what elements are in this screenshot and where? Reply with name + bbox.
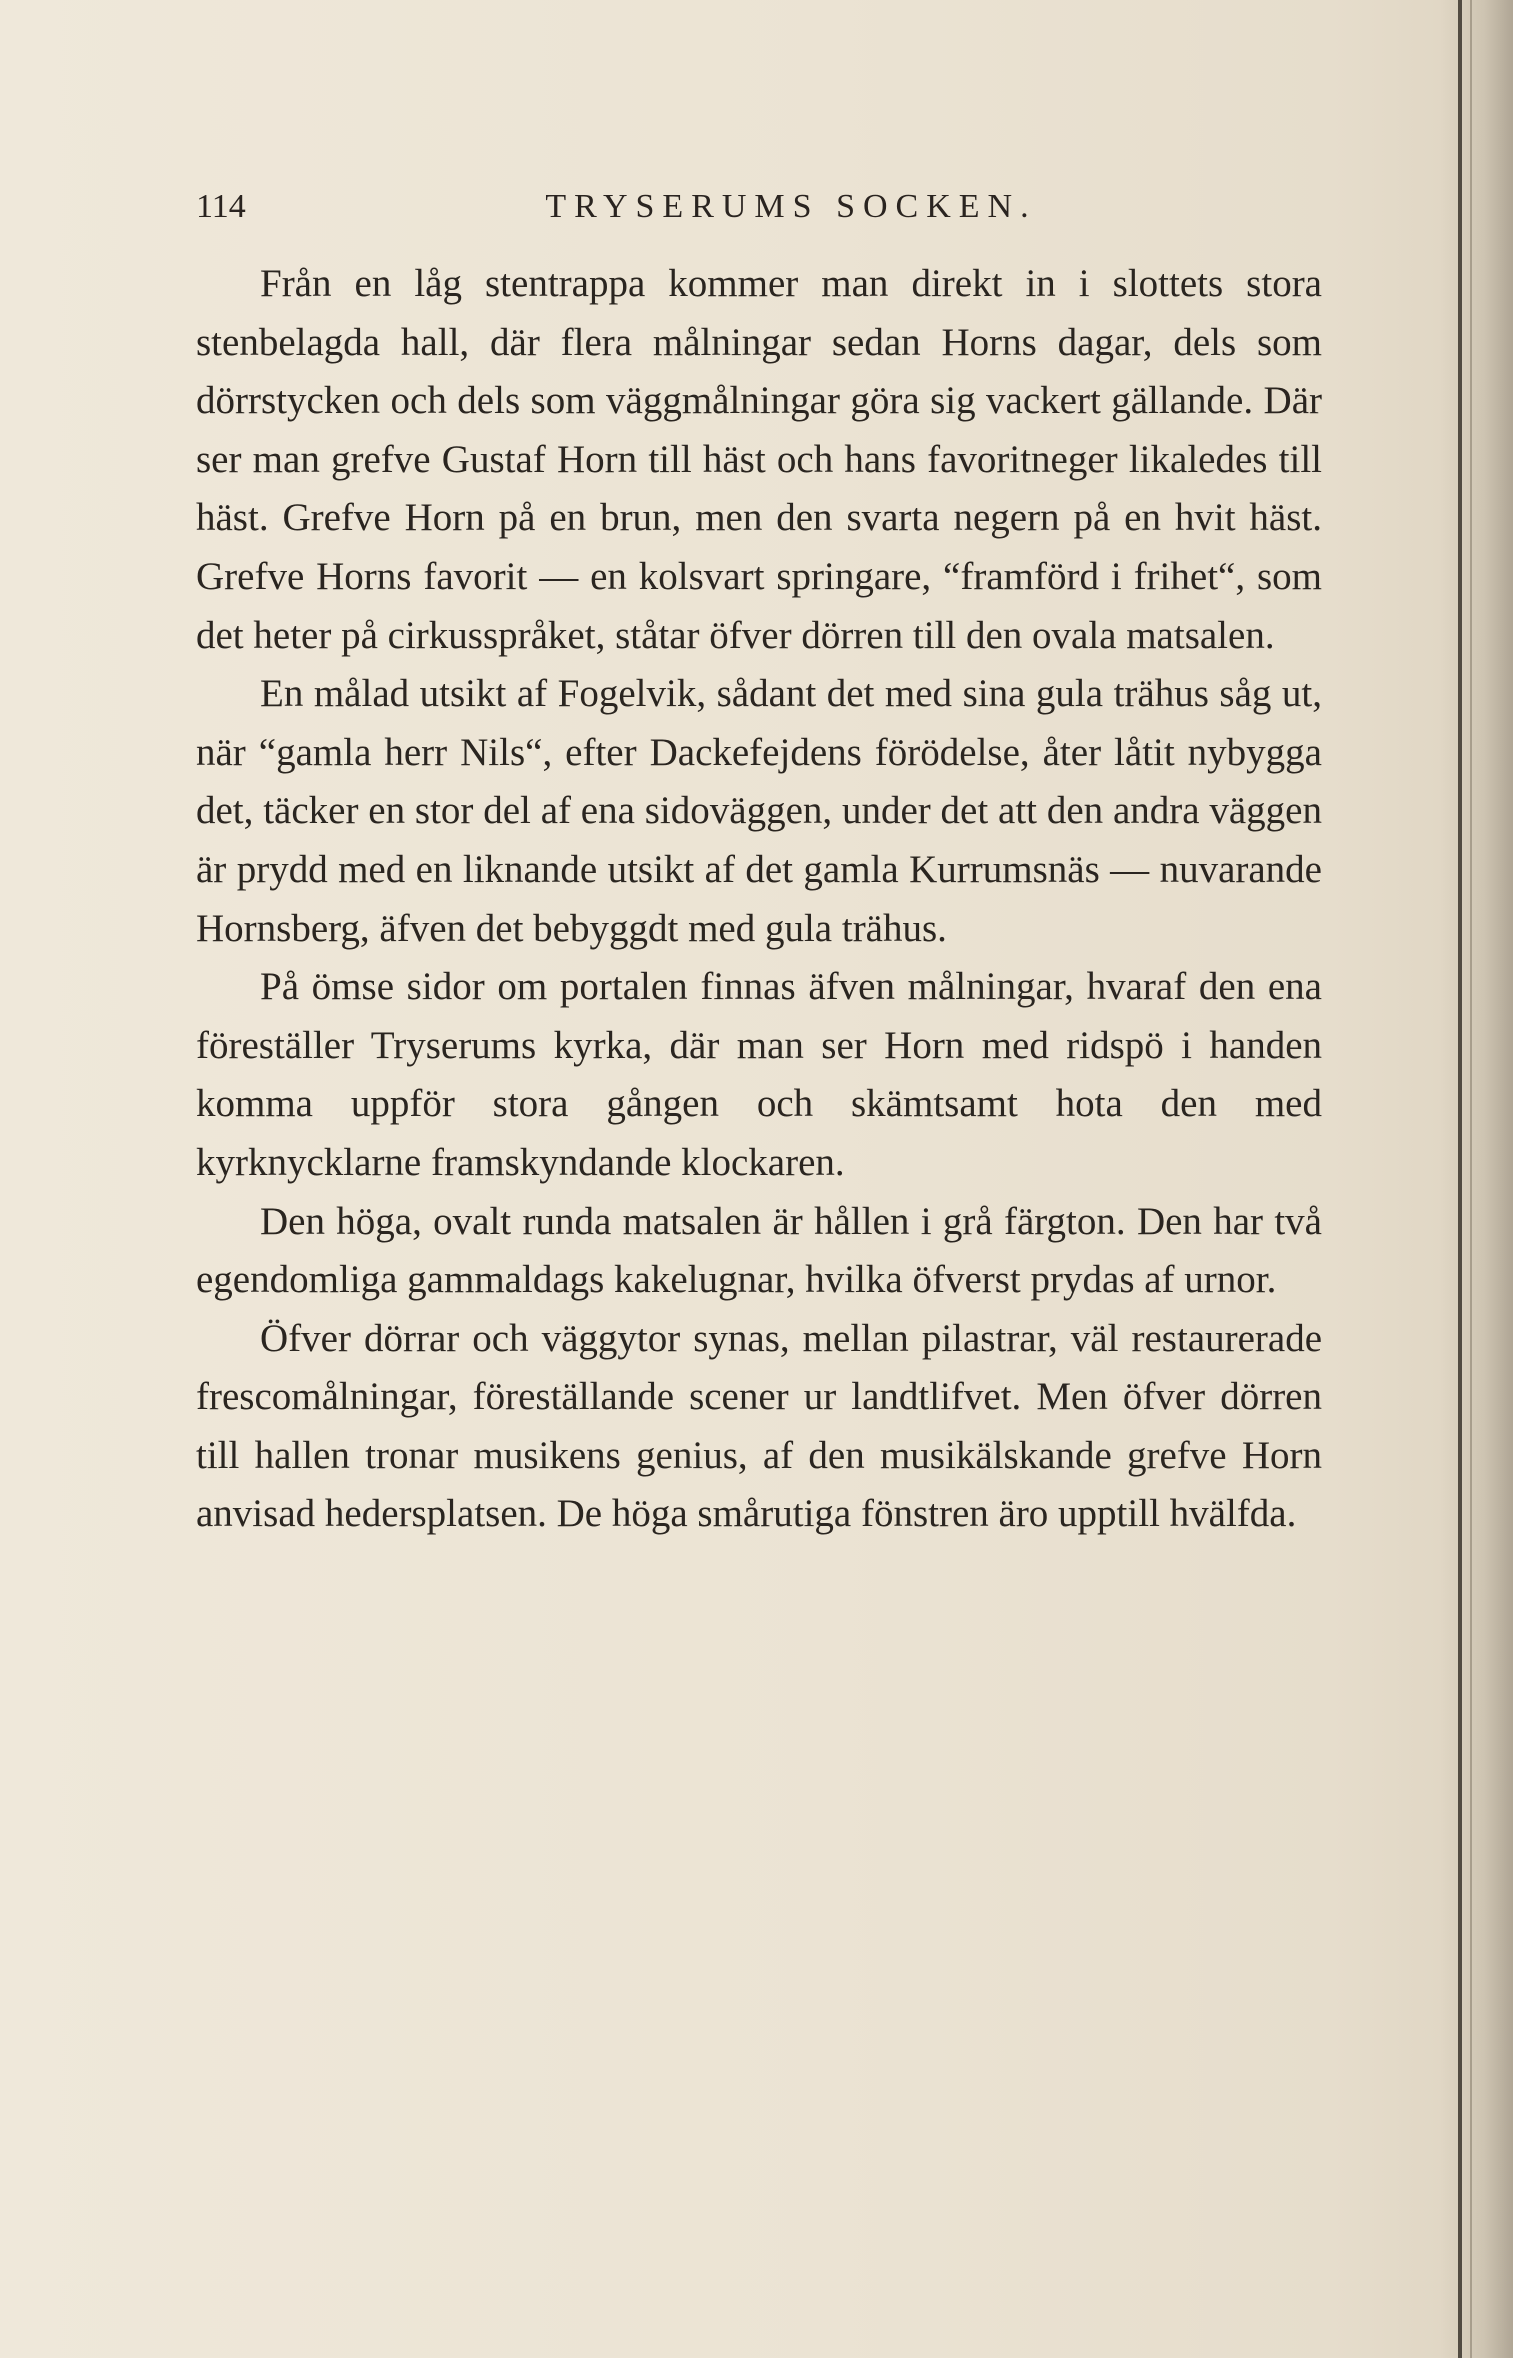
body-text [196, 255, 1322, 1544]
running-title: TRYSERUMS SOCKEN. [545, 188, 1037, 225]
paragraph-portal: På ömse sidor om portalen finnas äfven målningar, hvaraf den ena föreställer Tryserums kyrka, där man ser Horn med ridspö i handen komma uppför stora gången och skämtsamt hota den med kyrknycklarne framskyndande klockaren. [196, 965, 1322, 1184]
spine-edge [1458, 0, 1462, 2358]
spine-shadow [1440, 0, 1513, 2358]
paragraph-fogelvik: En målad utsikt af Fogelvik, sådant det med sina gula trähus såg ut, när “gamla herr Nils“, efter Dackefejdens förödelse, åter låtit nybygga det, täcker en stor del af ena sidoväggen, under det att den andra väggen är prydd med en liknande utsikt af det gamla Kurrumsnäs — nuvarande Hornsberg, äfven det bebyggdt med gula trähus. [196, 672, 1322, 950]
running-head [196, 182, 1326, 232]
page-number: 114 [196, 188, 246, 225]
paragraph-matsal: Den höga, ovalt runda matsalen är hållen i grå färgton. Den har två egendomliga gammaldags kakelugnar, hvilka öfverst prydas af urnor. [196, 1199, 1322, 1302]
paragraph-hall: Från en låg stentrappa kommer man direkt in i slottets stora stenbelagda hall, där flera målningar sedan Horns dagar, dels som dörrstycken och dels som väggmålningar göra sig vackert gällande. Där ser man grefve Gustaf Horn till häst och hans favoritneger likaledes till häst. Grefve Horn på en brun, men den svarta negern på en hvit häst. Grefve Horns favorit — en kolsvart springare, “framförd i frihet“, som det heter på cirkusspråket, ståtar öfver dörren till den ovala matsalen. [196, 262, 1322, 657]
spine-edge-inner [1470, 0, 1472, 2358]
paragraph-fresco: Öfver dörrar och väggytor synas, mellan pilastrar, väl restaurerade frescomålningar, föreställande scener ur landtlifvet. Men öfver dörren till hallen tronar musikens genius, af den musikälskande grefve Horn anvisad hedersplatsen. De höga smårutiga fönstren äro upptill hvälfda. [196, 1316, 1322, 1536]
